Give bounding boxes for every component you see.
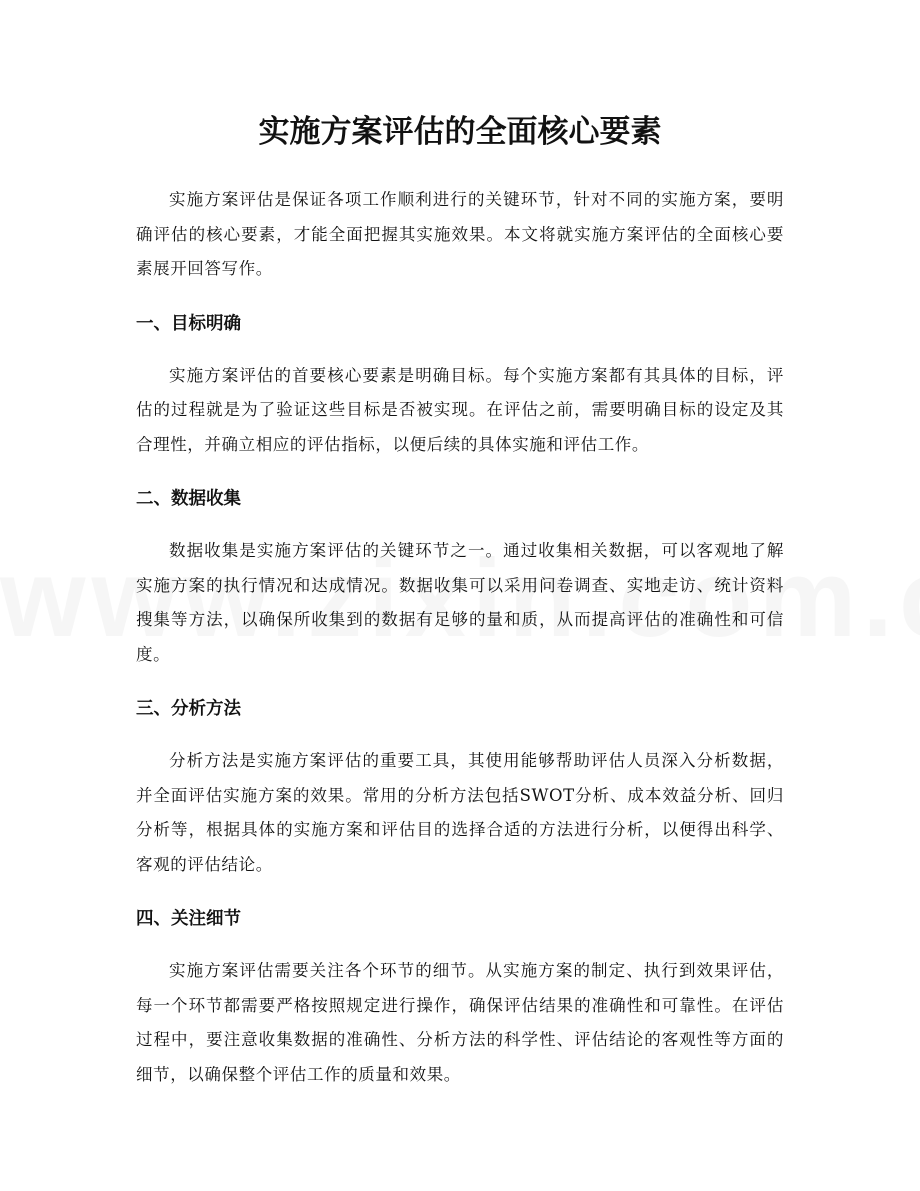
section-paragraph-analysis-methods: 分析方法是实施方案评估的重要工具，其使用能够帮助评估人员深入分析数据，并全面评估实施方案的效果。常用的分析方法包括SWOT分析、成本效益分析、回归分析等，根据具体的实施方案和评估目的选择合适的方法进行分析，以便得出科学、客观的评估结论。 (136, 751, 784, 874)
section-heading-details: 四、关注细节 (136, 909, 241, 929)
page-title: 实施方案评估的全面核心要素 (258, 114, 662, 150)
intro-paragraph: 实施方案评估是保证各项工作顺利进行的关键环节，针对不同的实施方案，要明确评估的核心要素，才能全面把握其实施效果。本文将就实施方案评估的全面核心要素展开回答写作。 (136, 190, 784, 278)
document-body (136, 183, 784, 1092)
section-paragraph-details: 实施方案评估需要关注各个环节的细节。从实施方案的制定、执行到效果评估，每一个环节都需要严格按照规定进行操作，确保评估结果的准确性和可靠性。在评估过程中，要注意收集数据的准确性、分析方法的科学性、评估结论的客观性等方面的细节，以确保整个评估工作的质量和效果。 (136, 961, 784, 1084)
section-heading-goal: 一、目标明确 (136, 313, 241, 334)
section-heading-data-collection: 二、数据收集 (136, 489, 241, 509)
section-heading-analysis-methods: 三、分析方法 (136, 699, 241, 719)
section-paragraph-goal: 实施方案评估的首要核心要素是明确目标。每个实施方案都有其具体的目标，评估的过程就是为了验证这些目标是否被实现。在评估之前，需要明确目标的设定及其合理性，并确立相应的评估指标，以便后续的具体实施和评估工作。 (136, 365, 784, 454)
section-paragraph-data-collection: 数据收集是实施方案评估的关键环节之一。通过收集相关数据，可以客观地了解实施方案的执行情况和达成情况。数据收集可以采用问卷调查、实地走访、统计资料搜集等方法，以确保所收集到的数据有足够的量和质，从而提高评估的准确性和可信度。 (136, 541, 784, 664)
